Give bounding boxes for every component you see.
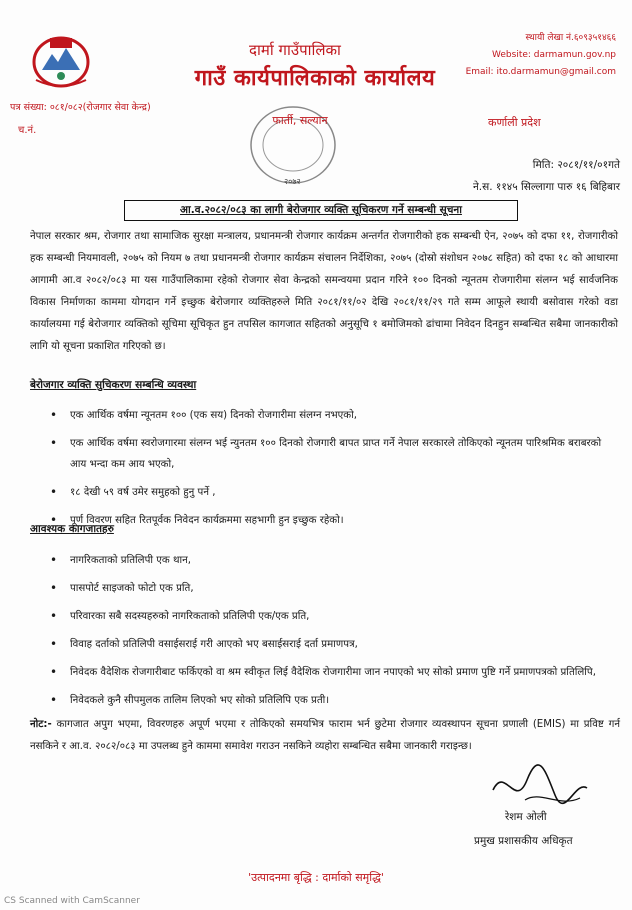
required-documents-list xyxy=(44,550,618,718)
contact-block xyxy=(466,30,616,81)
office-address: फार्ती, सल्यान xyxy=(272,114,328,127)
province-name: कर्णाली प्रदेश xyxy=(488,116,541,129)
email: Email: ito.darmamun@gmail.com xyxy=(465,67,616,77)
note-text: कागजात अपुग भएमा, विवरणहरु अपूर्ण भएमा र तोकिएको समयभित्र फाराम भर्न छुटेमा रोजगार व्यवस्थापन सूचना प्रणाली (EMIS) मा प्रविष्ट गर्न नसकिने र आ.व. २०८२/०८३ मा उपलब्ध हुने काममा समावेश गराउन नसकिने व्यहोरा सम्बन्धित सबैमा जानकारी गराइन्छ। xyxy=(30,719,620,752)
dispatch-number: च.नं. xyxy=(18,125,37,136)
list-item: • नागरिकताको प्रतिलिपी एक थान, xyxy=(44,550,618,571)
stamp-date: २०७२ xyxy=(284,177,301,186)
list-item: • निवेदकले कुनै सीपमुलक तालिम लिएको भए सोको प्रतिलिपि एक प्रती। xyxy=(44,690,618,711)
municipality-name: दार्मा गाउँपालिका xyxy=(249,41,341,59)
signature xyxy=(485,760,595,815)
section-heading-documents: आवश्यक कागजातहरु xyxy=(30,523,114,535)
note-paragraph xyxy=(30,714,620,758)
list-item: • निवेदक वैदेशिक रोजगारीबाट फर्किएको वा श्रम स्वीकृत लिई वैदेशिक रोजगारीमा जान नपाएको भए सोको प्रमाण पुष्टि गर्ने प्रमाणपत्रको प्रतिलिपि, xyxy=(44,662,618,683)
intro-paragraph: नेपाल सरकार श्रम, रोजगार तथा सामाजिक सुरक्षा मन्त्रालय, प्रधानमन्त्री रोजगार कार्यक्रम अन्तर्गत रोजगारीको हक सम्बन्धी ऐन, २०७५ को दफा ११, रोजगारीको हक सम्बन्धी नियमावली, २०७५ को नियम ७ तथा प्रधानमन्त्री रोजगार कार्यक्रम संचालन निर्देशिका, २०७५ (दोस्रो संशोधन २०७८ सहित) को दफा १८ को आधारमा आगामी आ.व २०८२/०८३ मा यस गाउँपालिकामा रहेको रोजगार सेवा केन्द्रको समन्वयमा प्रदान गरिने १०० दिनको न्यूनतम रोजगारीमा संलग्न भई सार्वजनिक विकास निर्माणका काममा योगदान गर्ने इच्छुक बेरोजगार व्यक्तिहरुले मिति २०८१/११/०२ देखि २०८१/११/२९ गते सम्म आफूले स्थायी बसोवास गरेको वडा कार्यालयमा गई बेरोजगार व्यक्तिको सूचिमा सूचिकृत हुन तपसिल कागजात सहितको अनुसूचि १ बमोजिमको ढांचामा निवेदन दिनहुन सम्बन्धित सबैमा जानकारीको लागि यो सूचना प्रकाशित गरिएको छ। xyxy=(30,231,618,352)
website: Website: darmamun.gov.np xyxy=(492,50,616,60)
scanner-watermark: CS Scanned with CamScanner xyxy=(4,896,140,906)
phone-number: स्थायी लेखा नं.६०९३५१४६६ xyxy=(525,33,616,43)
footer-slogan: 'उत्पादनमा बृद्धि : दार्माको समृद्धि' xyxy=(248,871,384,884)
office-name: गाउँ कार्यपालिकाको कार्यालय xyxy=(194,66,436,91)
list-item: • परिवारका सबै सदस्यहरुको नागरिकताको प्रतिलिपी एक/एक प्रति, xyxy=(44,606,618,627)
list-item: • १८ देखी ५९ वर्ष उमेर समुहको हुनु पर्ने , xyxy=(44,482,618,503)
list-item: • एक आर्थिक वर्षमा स्वरोजगारमा संलग्न भई न्युनतम १०० दिनको रोजगारी बापत प्राप्त गर्ने नेपाल सरकारले तोकिएको न्यूनतम पारिश्रमिक बराबरको आय भन्दा कम आय भएको, xyxy=(44,433,618,475)
nepal-samvat-date: ने.स. ११४५ सिल्लागा पारु १६ बिहिबार xyxy=(472,181,620,193)
emblem-logo xyxy=(30,30,92,90)
signer-title: प्रमुख प्रशासकीय अधिकृत xyxy=(474,835,573,847)
list-item: • पूर्ण विवरण सहित रितपूर्वक निवेदन कार्यक्रममा सहभागी हुन इच्छुक रहेको। xyxy=(44,510,618,531)
registration-criteria-list xyxy=(44,405,618,538)
signer-name: रेशम ओली xyxy=(505,811,547,823)
reference-number: पत्र संख्या: ०८१/०८२(रोजगार सेवा केन्द्र) xyxy=(10,102,151,113)
list-item: • पासपोर्ट साइजको फोटो एक प्रति, xyxy=(44,578,618,599)
list-item: • विवाह दर्ताको प्रतिलिपी वसाईसराई गरी आएको भए बसाईसराई दर्ता प्रमाणपत्र, xyxy=(44,634,618,655)
list-item: • एक आर्थिक वर्षमा न्यूनतम १०० (एक सय) दिनको रोजगारीमा संलग्न नभएको, xyxy=(44,405,618,426)
issue-date: मिति: २०८१/११/०१गते xyxy=(532,159,620,171)
note-label: नोट:- xyxy=(30,719,52,730)
notice-title: आ.व.२०८२/०८३ का लागी बेरोजगार व्यक्ति सूचिकरण गर्ने सम्बन्धी सूचना xyxy=(124,200,518,221)
section-heading-registration: बेरोजगार व्यक्ति सुचिकरण सम्बन्धि व्यवस्था xyxy=(30,379,197,391)
